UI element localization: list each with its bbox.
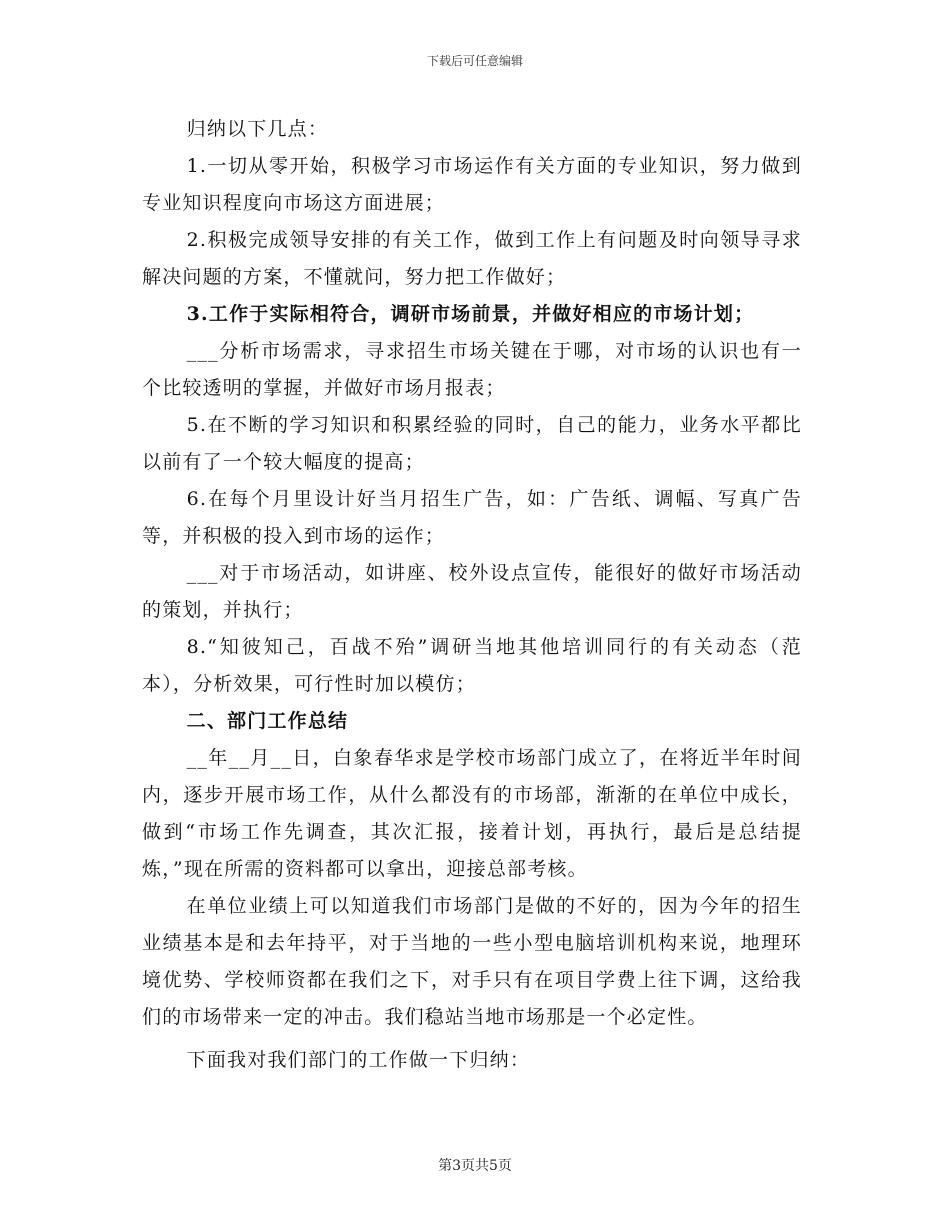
section-heading: 二、部门工作总结 [186, 710, 349, 732]
page-number: 第3页共5页 [438, 1158, 512, 1174]
section-paragraph-1: __年__月__日，白象春华求是学校市场部门成立了，在将近半年时间内，逐步开展市场工作，从什么都没有的市场部，渐渐的在单位中成长，做到“市场工作先调查，其次汇报，接着计划，再执行，最后是总结提炼，”现在所需的资料都可以拿出，迎接总部考核。 [142, 747, 802, 880]
list-item-6: 6.在每个月里设计好当月招生广告，如：广告纸、调幅、写真广告等，并积极的投入到市场的运作； [142, 488, 802, 547]
page-header: 下载后可任意编辑 [426, 54, 523, 68]
list-item-2: 2.积极完成领导安排的有关工作，做到工作上有问题及时向领导寻求解决问题的方案，不懂就问，努力把工作做好； [142, 229, 802, 288]
intro-paragraph: 归纳以下几点： [186, 118, 329, 140]
section-paragraph-2: 在单位业绩上可以知道我们市场部门是做的不好的，因为今年的招生业绩基本是和去年持平，对于当地的一些小型电脑培训机构来说，地理环境优势、学校师资都在我们之下，对手只有在项目学费上往下调，这给我们的市场带来一定的冲击。我们稳站当地市场那是一个必定性。 [142, 895, 802, 1028]
section-paragraph-3: 下面我对我们部门的工作做一下归纳： [186, 1049, 531, 1071]
list-item-7: ___对于市场活动，如讲座、校外设点宣传，能很好的做好市场活动的策划，并执行； [142, 562, 802, 621]
document-body [142, 111, 802, 1079]
list-item-4: ___分析市场需求，寻求招生市场关键在于哪，对市场的认识也有一个比较透明的掌握，并做好市场月报表； [142, 340, 802, 399]
list-item-5: 5.在不断的学习知识和积累经验的同时，自己的能力，业务水平都比以前有了一个较大幅度的提高； [142, 414, 802, 473]
list-item-1: 1.一切从零开始，积极学习市场运作有关方面的专业知识，努力做到专业知识程度向市场这方面进展； [142, 155, 802, 214]
list-item-8: 8.“知彼知己，百战不殆”调研当地其他培训同行的有关动态（范本），分析效果，可行性时加以模仿； [142, 636, 802, 695]
list-item-3: 3.工作于实际相符合，调研市场前景，并做好相应的市场计划； [186, 303, 755, 325]
